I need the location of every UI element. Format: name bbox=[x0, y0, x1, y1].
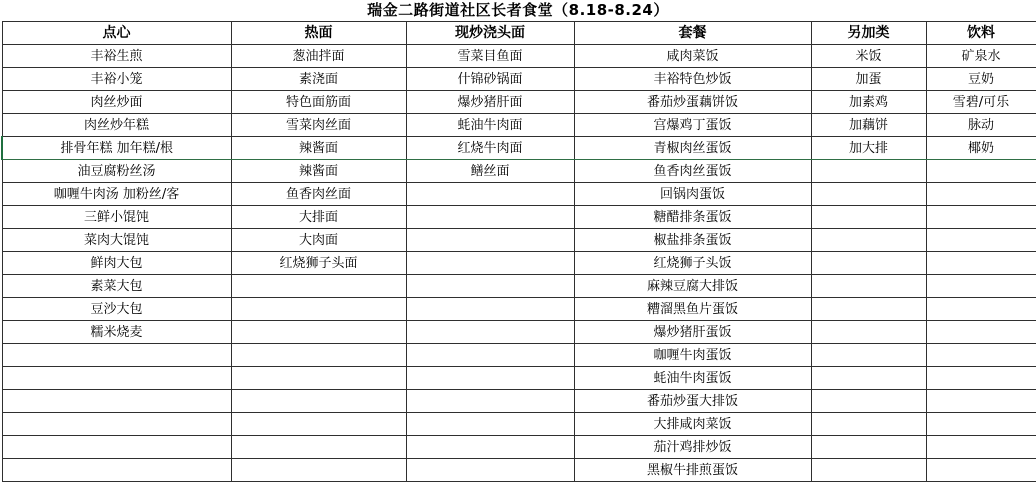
table-cell: 米饭 bbox=[811, 45, 926, 68]
column-header-extras: 另加类 bbox=[811, 22, 926, 45]
table-cell bbox=[811, 344, 926, 367]
table-cell: 油豆腐粉丝汤 bbox=[2, 160, 231, 183]
page-title: 瑞金二路街道社区长者食堂（8.18-8.24） bbox=[367, 1, 669, 19]
table-row bbox=[2, 229, 1036, 252]
table-cell: 椒盐排条蛋饭 bbox=[574, 229, 811, 252]
table-cell bbox=[926, 229, 1036, 252]
table-cell: 椰奶 bbox=[926, 137, 1036, 160]
table-cell bbox=[406, 252, 574, 275]
table-cell: 菜肉大馄饨 bbox=[2, 229, 231, 252]
table-cell bbox=[811, 183, 926, 206]
table-cell bbox=[926, 298, 1036, 321]
table-cell bbox=[2, 367, 231, 390]
table-cell bbox=[926, 252, 1036, 275]
column-header-dim-sum: 点心 bbox=[2, 22, 231, 45]
table-cell: 素浇面 bbox=[231, 68, 406, 91]
column-header-stirfry-topping-noodles: 现炒浇头面 bbox=[406, 22, 574, 45]
table-cell bbox=[926, 413, 1036, 436]
table-cell: 黑椒牛排煎蛋饭 bbox=[574, 459, 811, 482]
table-cell bbox=[811, 390, 926, 413]
table-cell bbox=[2, 390, 231, 413]
table-cell bbox=[811, 298, 926, 321]
table-row bbox=[2, 459, 1036, 482]
table-cell: 加蛋 bbox=[811, 68, 926, 91]
table-cell: 肉丝炒年糕 bbox=[2, 114, 231, 137]
table-cell bbox=[406, 367, 574, 390]
table-cell: 红烧狮子头饭 bbox=[574, 252, 811, 275]
table-cell: 丰裕生煎 bbox=[2, 45, 231, 68]
table-cell: 特色面筋面 bbox=[231, 91, 406, 114]
table-cell bbox=[231, 436, 406, 459]
table-cell: 红烧狮子头面 bbox=[231, 252, 406, 275]
table-cell: 排骨年糕 加年糕/根 bbox=[2, 137, 231, 160]
table-cell: 肉丝炒面 bbox=[2, 91, 231, 114]
table-cell: 鱼香肉丝蛋饭 bbox=[574, 160, 811, 183]
table-cell: 咖喱牛肉汤 加粉丝/客 bbox=[2, 183, 231, 206]
table-cell: 脉动 bbox=[926, 114, 1036, 137]
table-row bbox=[2, 160, 1036, 183]
table-cell: 糟溜黑鱼片蛋饭 bbox=[574, 298, 811, 321]
table-cell: 三鲜小馄饨 bbox=[2, 206, 231, 229]
table-cell bbox=[926, 344, 1036, 367]
table-cell bbox=[811, 436, 926, 459]
column-header-drinks: 饮料 bbox=[926, 22, 1036, 45]
table-cell: 雪菜肉丝面 bbox=[231, 114, 406, 137]
table-cell: 什锦砂锅面 bbox=[406, 68, 574, 91]
table-cell bbox=[231, 321, 406, 344]
table-row bbox=[2, 413, 1036, 436]
table-cell bbox=[406, 459, 574, 482]
table-cell: 大排咸肉菜饭 bbox=[574, 413, 811, 436]
menu-table bbox=[1, 21, 1036, 482]
table-cell bbox=[2, 459, 231, 482]
table-cell bbox=[811, 275, 926, 298]
table-cell: 麻辣豆腐大排饭 bbox=[574, 275, 811, 298]
table-row bbox=[2, 367, 1036, 390]
table-cell bbox=[231, 459, 406, 482]
table-cell bbox=[231, 390, 406, 413]
table-row bbox=[2, 344, 1036, 367]
table-cell: 加藕饼 bbox=[811, 114, 926, 137]
table-cell: 回锅肉蛋饭 bbox=[574, 183, 811, 206]
table-cell bbox=[2, 344, 231, 367]
table-cell: 鱼香肉丝面 bbox=[231, 183, 406, 206]
table-cell: 矿泉水 bbox=[926, 45, 1036, 68]
table-cell bbox=[811, 252, 926, 275]
table-cell: 咸肉菜饭 bbox=[574, 45, 811, 68]
table-cell: 豆沙大包 bbox=[2, 298, 231, 321]
table-cell bbox=[406, 183, 574, 206]
table-cell bbox=[406, 206, 574, 229]
table-cell: 番茄炒蛋藕饼饭 bbox=[574, 91, 811, 114]
table-cell bbox=[406, 229, 574, 252]
table-cell bbox=[406, 298, 574, 321]
table-cell: 辣酱面 bbox=[231, 137, 406, 160]
table-cell bbox=[926, 206, 1036, 229]
table-cell: 番茄炒蛋大排饭 bbox=[574, 390, 811, 413]
table-row bbox=[2, 68, 1036, 91]
table-cell: 鲜肉大包 bbox=[2, 252, 231, 275]
table-cell: 大排面 bbox=[231, 206, 406, 229]
table-row bbox=[2, 45, 1036, 68]
table-cell: 咖喱牛肉蛋饭 bbox=[574, 344, 811, 367]
table-cell: 雪碧/可乐 bbox=[926, 91, 1036, 114]
table-cell: 加素鸡 bbox=[811, 91, 926, 114]
table-cell: 鳝丝面 bbox=[406, 160, 574, 183]
table-cell bbox=[2, 413, 231, 436]
table-row bbox=[2, 298, 1036, 321]
table-cell bbox=[926, 459, 1036, 482]
table-cell: 大肉面 bbox=[231, 229, 406, 252]
table-cell bbox=[231, 367, 406, 390]
table-cell: 糖醋排条蛋饭 bbox=[574, 206, 811, 229]
table-cell bbox=[811, 459, 926, 482]
column-header-hot-noodles: 热面 bbox=[231, 22, 406, 45]
table-header-row bbox=[2, 22, 1036, 45]
table-cell: 丰裕小笼 bbox=[2, 68, 231, 91]
table-row bbox=[2, 183, 1036, 206]
table-cell bbox=[811, 413, 926, 436]
table-cell bbox=[406, 390, 574, 413]
table-cell bbox=[406, 344, 574, 367]
table-cell: 葱油拌面 bbox=[231, 45, 406, 68]
table-cell bbox=[406, 275, 574, 298]
column-header-set-meal: 套餐 bbox=[574, 22, 811, 45]
table-row bbox=[2, 137, 1036, 160]
table-cell bbox=[811, 206, 926, 229]
table-cell bbox=[926, 183, 1036, 206]
table-row bbox=[2, 390, 1036, 413]
table-cell bbox=[231, 275, 406, 298]
table-cell bbox=[2, 436, 231, 459]
table-row bbox=[2, 91, 1036, 114]
table-cell: 爆炒猪肝面 bbox=[406, 91, 574, 114]
table-cell bbox=[406, 436, 574, 459]
table-cell bbox=[811, 229, 926, 252]
table-row bbox=[2, 321, 1036, 344]
table-cell: 蚝油牛肉蛋饭 bbox=[574, 367, 811, 390]
table-cell: 红烧牛肉面 bbox=[406, 137, 574, 160]
table-cell: 加大排 bbox=[811, 137, 926, 160]
table-cell: 青椒肉丝蛋饭 bbox=[574, 137, 811, 160]
table-cell: 茄汁鸡排炒饭 bbox=[574, 436, 811, 459]
table-cell bbox=[811, 321, 926, 344]
table-cell: 辣酱面 bbox=[231, 160, 406, 183]
table-cell bbox=[926, 367, 1036, 390]
table-cell: 糯米烧麦 bbox=[2, 321, 231, 344]
table-cell bbox=[926, 160, 1036, 183]
table-cell: 宫爆鸡丁蛋饭 bbox=[574, 114, 811, 137]
table-cell bbox=[926, 390, 1036, 413]
table-row bbox=[2, 275, 1036, 298]
table-cell: 爆炒猪肝蛋饭 bbox=[574, 321, 811, 344]
table-cell bbox=[406, 413, 574, 436]
table-cell: 豆奶 bbox=[926, 68, 1036, 91]
table-cell bbox=[926, 321, 1036, 344]
table-cell bbox=[811, 367, 926, 390]
table-cell bbox=[231, 413, 406, 436]
table-row bbox=[2, 114, 1036, 137]
table-cell bbox=[231, 344, 406, 367]
table-cell: 蚝油牛肉面 bbox=[406, 114, 574, 137]
table-cell bbox=[811, 160, 926, 183]
table-cell bbox=[406, 321, 574, 344]
table-row bbox=[2, 206, 1036, 229]
table-row bbox=[2, 436, 1036, 459]
table-cell bbox=[926, 275, 1036, 298]
table-row bbox=[2, 252, 1036, 275]
table-cell: 雪菜目鱼面 bbox=[406, 45, 574, 68]
table-cell bbox=[926, 436, 1036, 459]
table-cell bbox=[231, 298, 406, 321]
table-cell: 素菜大包 bbox=[2, 275, 231, 298]
table-cell: 丰裕特色炒饭 bbox=[574, 68, 811, 91]
table-body bbox=[2, 45, 1036, 482]
